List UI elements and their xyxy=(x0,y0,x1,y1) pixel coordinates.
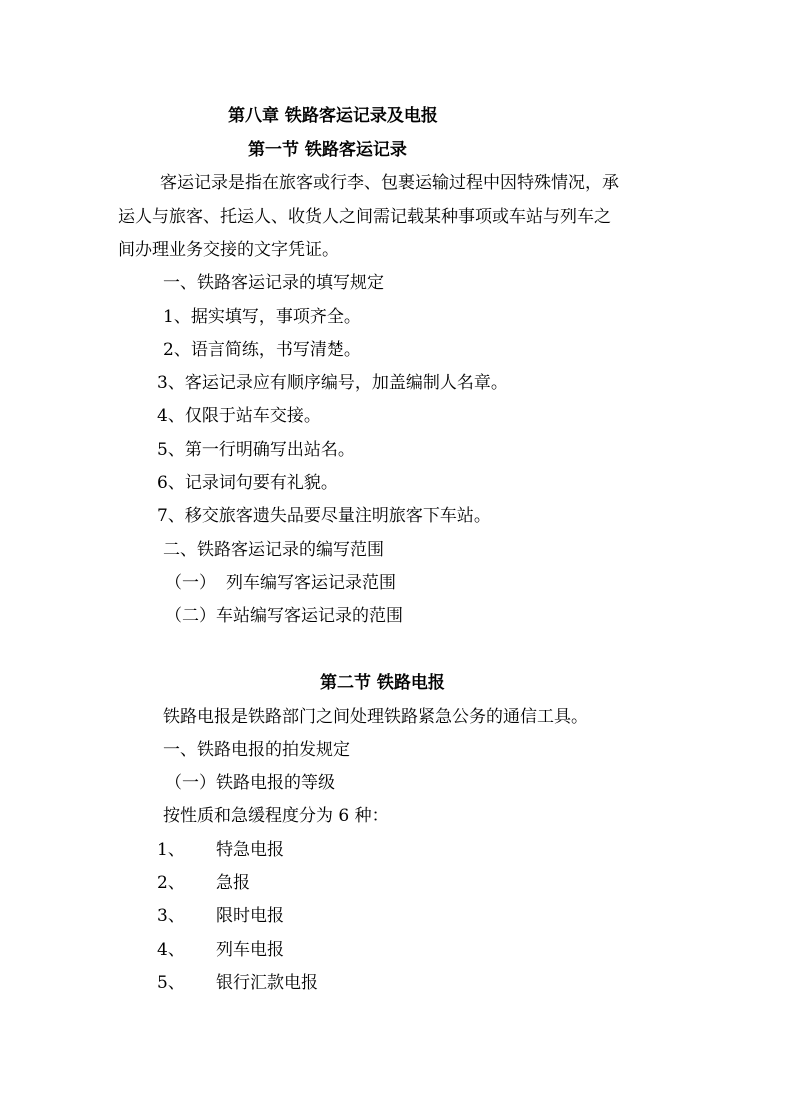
grade-label: 银行汇款电报 xyxy=(216,973,318,993)
grade-number: 4、 xyxy=(157,940,185,960)
grade-label: 列车电报 xyxy=(216,940,284,960)
section1-intro-line3: 间办理业务交接的文字凭证。 xyxy=(118,240,339,260)
section1-intro-line2: 运人与旅客、托运人、收货人之间需记载某种事项或车站与列车之 xyxy=(118,207,611,227)
rule-item: 7、移交旅客遗失品要尽量注明旅客下车站。 xyxy=(157,506,491,526)
rule-item: 6、记录词句要有礼貌。 xyxy=(157,473,338,493)
grade-label: 急报 xyxy=(216,873,250,893)
scope-a-text: 列车编写客运记录范围 xyxy=(226,573,396,593)
classification-line: 按性质和急缓程度分为 6 种： xyxy=(163,806,389,826)
grade-label: 特急电报 xyxy=(216,840,284,860)
grade-number: 1、 xyxy=(157,840,185,860)
section1-title: 第一节 铁路客运记录 xyxy=(248,140,407,160)
rule-item: 5、第一行明确写出站名。 xyxy=(157,440,355,460)
grade-number: 2、 xyxy=(157,873,185,893)
rule-item: 3、客运记录应有顺序编号，加盖编制人名章。 xyxy=(157,373,508,393)
grade-label: 限时电报 xyxy=(216,906,284,926)
scope-a-number: （一） xyxy=(165,573,216,593)
section1-part2-heading: 二、铁路客运记录的编写范围 xyxy=(163,540,384,560)
section1-intro-line1: 客运记录是指在旅客或行李、包裹运输过程中因特殊情况，承 xyxy=(160,173,619,193)
section2-part1-heading: 一、铁路电报的拍发规定 xyxy=(163,740,350,760)
chapter-title: 第八章 铁路客运记录及电报 xyxy=(228,106,438,126)
rule-item: 1、据实填写，事项齐全。 xyxy=(163,307,361,327)
rule-item: 4、仅限于站车交接。 xyxy=(157,406,321,426)
grade-number: 5、 xyxy=(157,973,185,993)
rule-item: 2、语言简练，书写清楚。 xyxy=(163,340,361,360)
grade-number: 3、 xyxy=(157,906,185,926)
section1-part1-heading: 一、铁路客运记录的填写规定 xyxy=(163,273,384,293)
scope-b: （二）车站编写客运记录的范围 xyxy=(165,606,403,626)
section2-sub1-heading: （一）铁路电报的等级 xyxy=(165,773,335,793)
section2-intro: 铁路电报是铁路部门之间处理铁路紧急公务的通信工具。 xyxy=(163,707,588,727)
section2-title: 第二节 铁路电报 xyxy=(320,673,445,693)
